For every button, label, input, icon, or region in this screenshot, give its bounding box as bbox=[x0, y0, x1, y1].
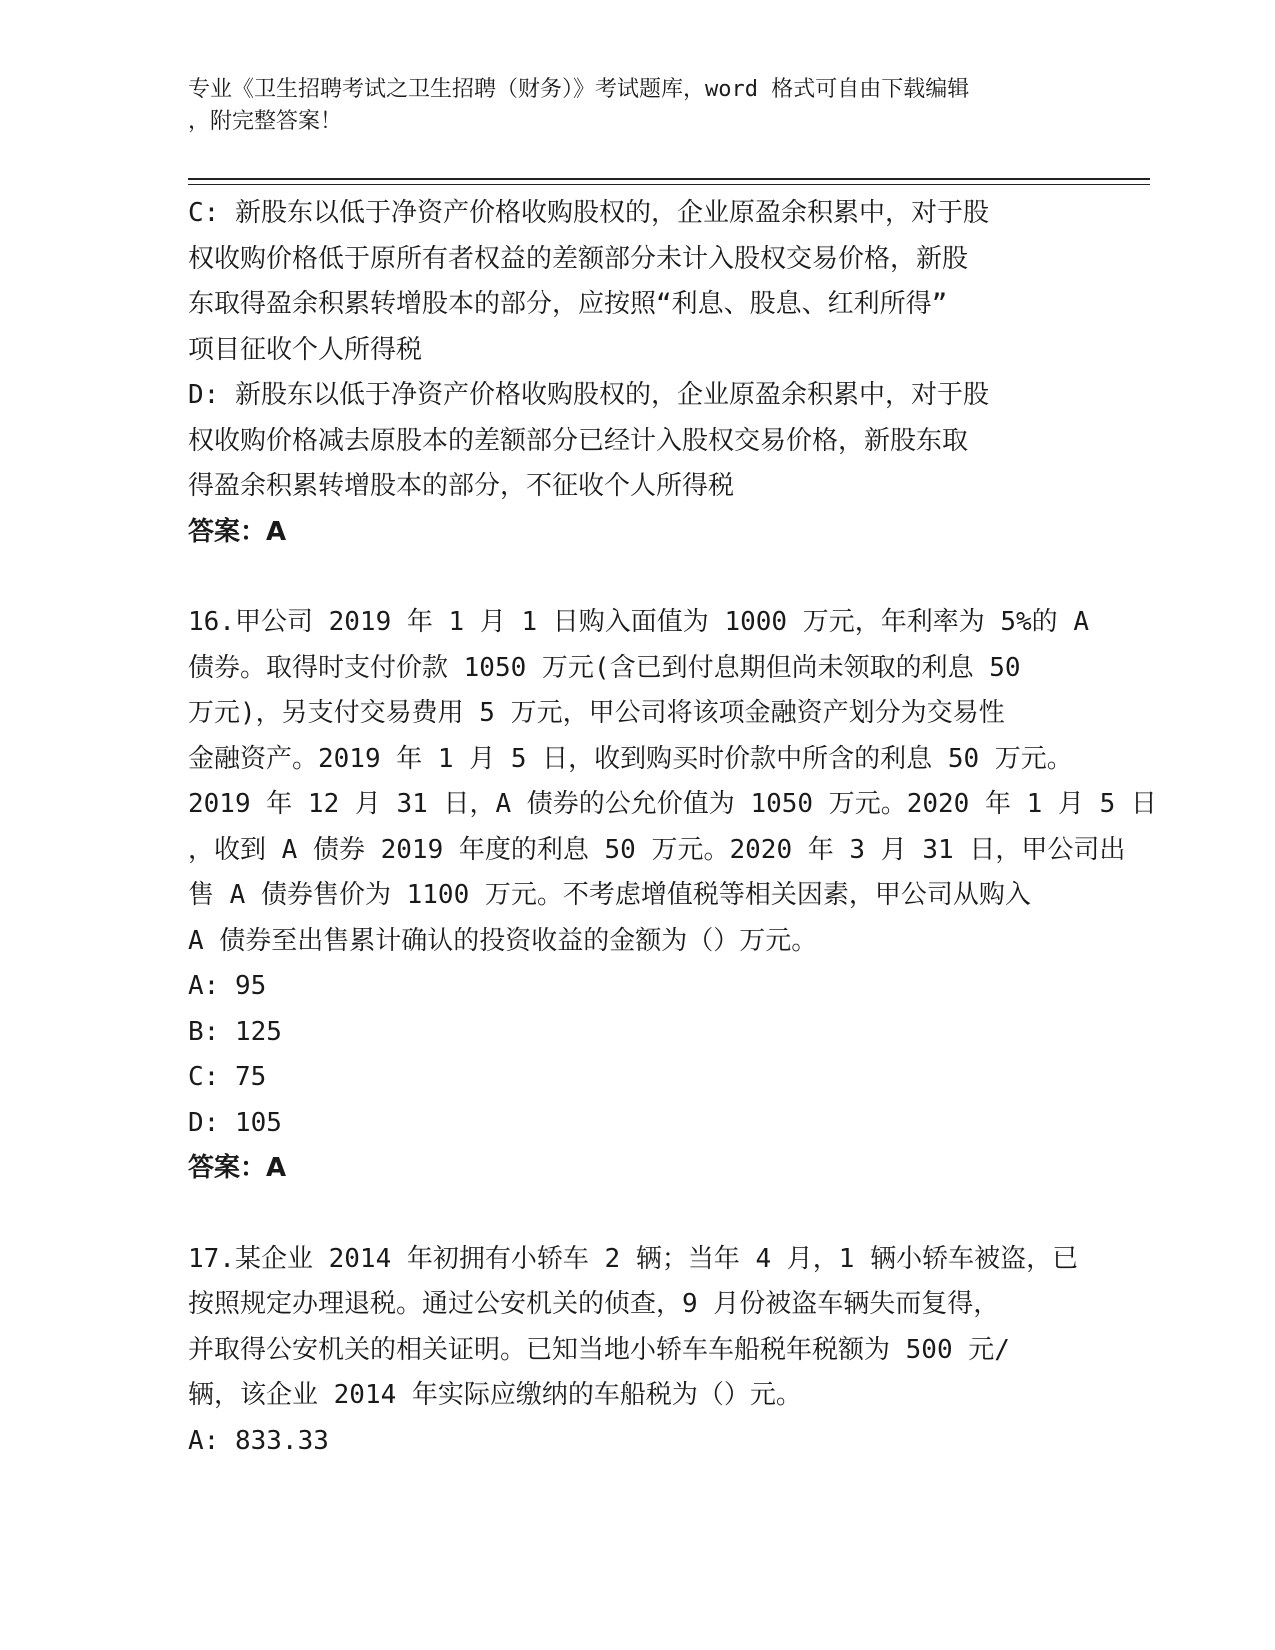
option-a: A: 833.33 bbox=[188, 1425, 329, 1456]
prev-question-option-c bbox=[188, 191, 1088, 373]
text-line: 辆，该企业 2014 年实际应缴纳的车船税为（）元。 bbox=[188, 1380, 802, 1410]
question-17-stem bbox=[188, 1237, 1088, 1419]
header-divider bbox=[188, 178, 1150, 180]
question-16-stem bbox=[188, 600, 1157, 964]
text-line: 东取得盈余积累转增股本的部分，应按照“利息、股息、红利所得” bbox=[188, 289, 948, 319]
option-a: A: 95 bbox=[188, 971, 267, 1001]
text-line: 债券。取得时支付价款 1050 万元(含已到付息期但尚未领取的利息 50 bbox=[188, 652, 1021, 683]
header-line: ，附完整答案！ bbox=[188, 109, 343, 134]
question-16-options bbox=[188, 964, 1088, 1146]
text-line: 售 A 债券售价为 1100 万元。不考虑增值税等相关因素，甲公司从购入 bbox=[188, 880, 1031, 910]
answer-label: 答案：A bbox=[188, 516, 287, 547]
text-line: 项目征收个人所得税 bbox=[188, 334, 423, 365]
text-line: 得盈余积累转增股本的部分，不征收个人所得税 bbox=[188, 471, 735, 501]
text-line: 万元)，另支付交易费用 5 万元，甲公司将该项金融资产划分为交易性 bbox=[188, 698, 1005, 728]
option-c: C: 75 bbox=[188, 1062, 267, 1092]
question-content bbox=[188, 191, 1157, 1464]
header-line: 专业《卫生招聘考试之卫生招聘（财务）》考试题库，word 格式可自由下载编辑 bbox=[188, 77, 970, 102]
option-b: B: 125 bbox=[188, 1016, 282, 1047]
text-line: A 债券至出售累计确认的投资收益的金额为（）万元。 bbox=[188, 925, 818, 956]
option-d: D: 105 bbox=[188, 1107, 282, 1138]
text-line: 权收购价格减去原股本的差额部分已经计入股权交易价格，新股东取 bbox=[188, 425, 969, 456]
text-line: D: 新股东以低于净资产价格收购股权的，企业原盈余积累中，对于股 bbox=[188, 380, 989, 410]
text-line: 并取得公安机关的相关证明。已知当地小轿车车船税年税额为 500 元/ bbox=[188, 1334, 1010, 1365]
text-line: 金融资产。2019 年 1 月 5 日，收到购买时价款中所含的利息 50 万元。 bbox=[188, 743, 1073, 774]
text-line: 2019 年 12 月 31 日，A 债券的公允价值为 1050 万元。2020 年 1 月 5 日 bbox=[188, 789, 1157, 819]
text-line: C: 新股东以低于净资产价格收购股权的，企业原盈余积累中，对于股 bbox=[188, 198, 989, 228]
page-header bbox=[188, 74, 1068, 138]
text-line: 17.某企业 2014 年初拥有小轿车 2 辆；当年 4 月，1 辆小轿车被盗，已 bbox=[188, 1243, 1079, 1274]
text-line: 16.甲公司 2019 年 1 月 1 日购入面值为 1000 万元，年利率为 5%的 A bbox=[188, 607, 1089, 637]
prev-question-option-d bbox=[188, 373, 1088, 510]
answer-label: 答案：A bbox=[188, 1153, 287, 1183]
text-line: 按照规定办理退税。通过公安机关的侦查，9 月份被盗车辆失而复得， bbox=[188, 1289, 1000, 1319]
header-divider-thin bbox=[188, 184, 1150, 185]
text-line: ，收到 A 债券 2019 年度的利息 50 万元。2020 年 3 月 31 日，甲公司出 bbox=[188, 834, 1126, 865]
text-line: 权收购价格低于原所有者权益的差额部分未计入股权交易价格，新股 bbox=[188, 243, 969, 274]
question-17-options bbox=[188, 1419, 1088, 1465]
